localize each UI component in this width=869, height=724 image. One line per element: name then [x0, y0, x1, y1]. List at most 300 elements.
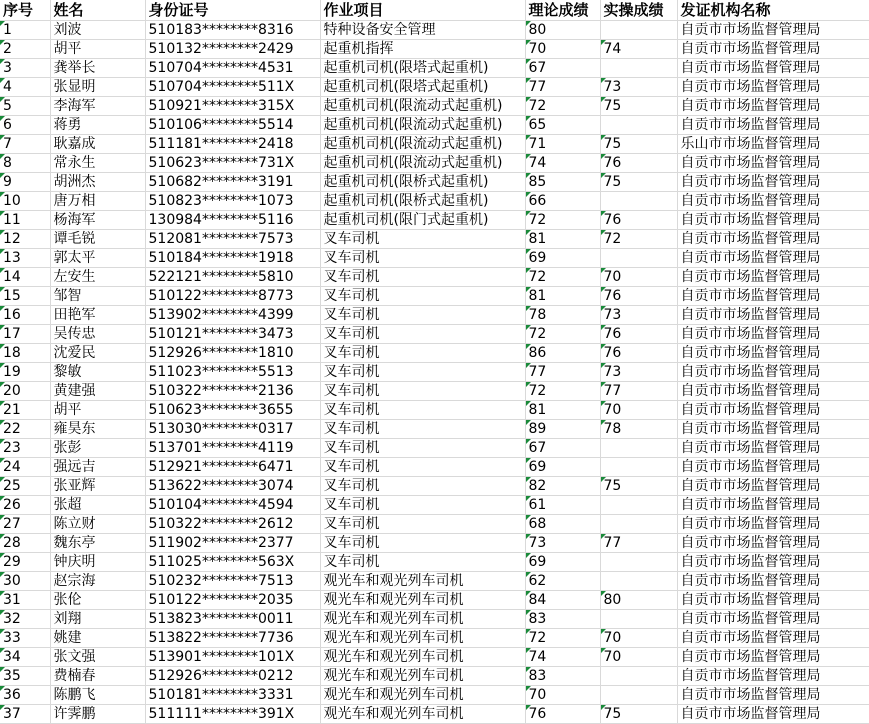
cell-theory[interactable]: 69 [525, 458, 600, 477]
cell-theory[interactable]: 83 [525, 610, 600, 629]
cell-theory[interactable]: 61 [525, 496, 600, 515]
cell-index[interactable]: 12 [0, 230, 50, 249]
cell-id[interactable]: 510184********1918 [145, 249, 320, 268]
table-row [0, 382, 869, 401]
cell-id[interactable]: 510122********8773 [145, 287, 320, 306]
cell-id[interactable]: 522121********5810 [145, 268, 320, 287]
header-cell-practice[interactable]: 实操成绩 [600, 0, 677, 21]
cell-project[interactable]: 叉车司机 [320, 363, 525, 382]
cell-project[interactable]: 起重机指挥 [320, 40, 525, 59]
cell-theory[interactable]: 62 [525, 572, 600, 591]
table-row [0, 629, 869, 648]
cell-issuer[interactable]: 自贡市市场监督管理局 [677, 116, 869, 135]
cell-name[interactable]: 张亚辉 [50, 477, 145, 496]
cell-theory[interactable]: 76 [525, 705, 600, 724]
table-row [0, 40, 869, 59]
cell-project[interactable]: 起重机司机(限流动式起重机) [320, 154, 525, 173]
cell-theory[interactable]: 67 [525, 439, 600, 458]
cell-practice[interactable]: 70 [600, 648, 677, 667]
cell-id[interactable]: 510704********511X [145, 78, 320, 97]
table-row [0, 344, 869, 363]
cell-name[interactable]: 赵宗海 [50, 572, 145, 591]
cell-issuer[interactable]: 自贡市市场监督管理局 [677, 382, 869, 401]
cell-name[interactable]: 陈鹏飞 [50, 686, 145, 705]
cell-index[interactable]: 16 [0, 306, 50, 325]
cell-id[interactable]: 510322********2136 [145, 382, 320, 401]
cell-issuer[interactable]: 自贡市市场监督管理局 [677, 591, 869, 610]
cell-name[interactable]: 左安生 [50, 268, 145, 287]
header-cell-theory[interactable]: 理论成绩 [525, 0, 600, 21]
cell-theory[interactable]: 89 [525, 420, 600, 439]
cell-project[interactable]: 叉车司机 [320, 230, 525, 249]
cell-id[interactable]: 510623********3655 [145, 401, 320, 420]
header-row [0, 0, 869, 21]
cell-name[interactable]: 钟庆明 [50, 553, 145, 572]
cell-index[interactable]: 36 [0, 686, 50, 705]
table-row [0, 363, 869, 382]
cell-id[interactable]: 510921********315X [145, 97, 320, 116]
cell-index[interactable]: 18 [0, 344, 50, 363]
cell-practice[interactable]: 80 [600, 591, 677, 610]
cell-theory[interactable]: 81 [525, 401, 600, 420]
cell-name[interactable]: 李海军 [50, 97, 145, 116]
cell-theory[interactable]: 70 [525, 686, 600, 705]
cell-practice[interactable] [600, 686, 677, 705]
cell-name[interactable]: 唐万相 [50, 192, 145, 211]
cell-index[interactable]: 17 [0, 325, 50, 344]
table-row [0, 97, 869, 116]
table-row [0, 268, 869, 287]
cell-id[interactable]: 130984********5116 [145, 211, 320, 230]
table-row [0, 610, 869, 629]
cell-practice[interactable]: 73 [600, 306, 677, 325]
cell-name[interactable]: 雍昊东 [50, 420, 145, 439]
cell-issuer[interactable]: 自贡市市场监督管理局 [677, 268, 869, 287]
cell-theory[interactable]: 77 [525, 78, 600, 97]
cell-project[interactable]: 起重机司机(限塔式起重机) [320, 59, 525, 78]
cell-index[interactable]: 6 [0, 116, 50, 135]
cell-project[interactable]: 叉车司机 [320, 458, 525, 477]
cell-index[interactable]: 11 [0, 211, 50, 230]
cell-project[interactable]: 特种设备安全管理 [320, 21, 525, 40]
table-row [0, 667, 869, 686]
cell-theory[interactable]: 72 [525, 325, 600, 344]
cell-id[interactable]: 513030********0317 [145, 420, 320, 439]
cell-theory[interactable]: 81 [525, 230, 600, 249]
cell-practice[interactable] [600, 439, 677, 458]
cell-project[interactable]: 起重机司机(限桥式起重机) [320, 192, 525, 211]
cell-id[interactable]: 511902********2377 [145, 534, 320, 553]
cell-theory[interactable]: 72 [525, 629, 600, 648]
cell-id[interactable]: 511111********391X [145, 705, 320, 724]
table-row [0, 648, 869, 667]
cell-practice[interactable] [600, 496, 677, 515]
cell-index[interactable]: 34 [0, 648, 50, 667]
cell-practice[interactable] [600, 553, 677, 572]
cell-id[interactable]: 513622********3074 [145, 477, 320, 496]
cell-practice[interactable] [600, 59, 677, 78]
cell-project[interactable]: 观光车和观光列车司机 [320, 629, 525, 648]
cell-id[interactable]: 510623********731X [145, 154, 320, 173]
cell-issuer[interactable]: 自贡市市场监督管理局 [677, 363, 869, 382]
cell-issuer[interactable]: 自贡市市场监督管理局 [677, 21, 869, 40]
cell-issuer[interactable]: 自贡市市场监督管理局 [677, 686, 869, 705]
cell-project[interactable]: 叉车司机 [320, 325, 525, 344]
cell-project[interactable]: 叉车司机 [320, 382, 525, 401]
cell-id[interactable]: 510104********4594 [145, 496, 320, 515]
cell-project[interactable]: 叉车司机 [320, 534, 525, 553]
cell-theory[interactable]: 74 [525, 648, 600, 667]
cell-theory[interactable]: 86 [525, 344, 600, 363]
cell-name[interactable]: 谭毛锐 [50, 230, 145, 249]
cell-theory[interactable]: 72 [525, 97, 600, 116]
cell-project[interactable]: 观光车和观光列车司机 [320, 705, 525, 724]
cell-name[interactable]: 刘翔 [50, 610, 145, 629]
cell-theory[interactable]: 72 [525, 211, 600, 230]
cell-issuer[interactable]: 自贡市市场监督管理局 [677, 306, 869, 325]
table-row [0, 705, 869, 724]
cell-project[interactable]: 起重机司机(限流动式起重机) [320, 135, 525, 154]
cell-practice[interactable]: 72 [600, 230, 677, 249]
cell-id[interactable]: 510682********3191 [145, 173, 320, 192]
table-row [0, 59, 869, 78]
table-row [0, 78, 869, 97]
cell-practice[interactable]: 76 [600, 211, 677, 230]
table-row [0, 515, 869, 534]
cell-id[interactable]: 513901********101X [145, 648, 320, 667]
cell-issuer[interactable]: 自贡市市场监督管理局 [677, 496, 869, 515]
header-cell-project[interactable]: 作业项目 [320, 0, 525, 21]
cell-issuer[interactable]: 自贡市市场监督管理局 [677, 230, 869, 249]
table-row [0, 21, 869, 40]
cell-name[interactable]: 胡洲杰 [50, 173, 145, 192]
cell-theory[interactable]: 66 [525, 192, 600, 211]
cell-project[interactable]: 起重机司机(限桥式起重机) [320, 173, 525, 192]
cell-id[interactable]: 510132********2429 [145, 40, 320, 59]
cell-index[interactable]: 35 [0, 667, 50, 686]
cell-issuer[interactable]: 自贡市市场监督管理局 [677, 420, 869, 439]
cell-index[interactable]: 8 [0, 154, 50, 173]
cell-issuer[interactable]: 自贡市市场监督管理局 [677, 40, 869, 59]
table-row [0, 477, 869, 496]
cell-name[interactable]: 强远吉 [50, 458, 145, 477]
cell-theory[interactable]: 74 [525, 154, 600, 173]
cell-project[interactable]: 叉车司机 [320, 306, 525, 325]
cell-practice[interactable]: 77 [600, 382, 677, 401]
cell-theory[interactable]: 78 [525, 306, 600, 325]
cell-project[interactable]: 叉车司机 [320, 268, 525, 287]
cell-practice[interactable] [600, 458, 677, 477]
cell-id[interactable]: 511025********563X [145, 553, 320, 572]
cell-index[interactable]: 28 [0, 534, 50, 553]
cell-theory[interactable]: 72 [525, 268, 600, 287]
cell-issuer[interactable]: 自贡市市场监督管理局 [677, 211, 869, 230]
cell-practice[interactable]: 75 [600, 97, 677, 116]
cell-issuer[interactable]: 自贡市市场监督管理局 [677, 173, 869, 192]
cell-issuer[interactable]: 自贡市市场监督管理局 [677, 667, 869, 686]
cell-practice[interactable]: 70 [600, 268, 677, 287]
cell-theory[interactable]: 67 [525, 59, 600, 78]
cell-name[interactable]: 魏东亭 [50, 534, 145, 553]
cell-name[interactable]: 张伦 [50, 591, 145, 610]
cell-index[interactable]: 22 [0, 420, 50, 439]
cell-name[interactable]: 龚举长 [50, 59, 145, 78]
cell-practice[interactable] [600, 610, 677, 629]
cell-index[interactable]: 23 [0, 439, 50, 458]
cell-index[interactable]: 5 [0, 97, 50, 116]
cell-name[interactable]: 张显明 [50, 78, 145, 97]
cell-issuer[interactable]: 自贡市市场监督管理局 [677, 344, 869, 363]
cell-project[interactable]: 叉车司机 [320, 287, 525, 306]
cell-name[interactable]: 姚建 [50, 629, 145, 648]
cell-project[interactable]: 起重机司机(限门式起重机) [320, 211, 525, 230]
cell-name[interactable]: 张超 [50, 496, 145, 515]
header-cell-issuer[interactable]: 发证机构名称 [677, 0, 869, 21]
cell-index[interactable]: 19 [0, 363, 50, 382]
cell-issuer[interactable]: 自贡市市场监督管理局 [677, 154, 869, 173]
header-cell-name[interactable]: 姓名 [50, 0, 145, 21]
cell-project[interactable]: 观光车和观光列车司机 [320, 648, 525, 667]
table-row [0, 553, 869, 572]
cell-theory[interactable]: 70 [525, 40, 600, 59]
cell-theory[interactable]: 83 [525, 667, 600, 686]
table-row [0, 249, 869, 268]
cell-practice[interactable]: 76 [600, 287, 677, 306]
header-cell-index[interactable]: 序号 [0, 0, 50, 21]
cell-name[interactable]: 胡平 [50, 401, 145, 420]
cell-project[interactable]: 叉车司机 [320, 401, 525, 420]
cell-project[interactable]: 叉车司机 [320, 439, 525, 458]
cell-theory[interactable]: 71 [525, 135, 600, 154]
cell-name[interactable]: 黎敏 [50, 363, 145, 382]
cell-id[interactable]: 510232********7513 [145, 572, 320, 591]
cell-issuer[interactable]: 自贡市市场监督管理局 [677, 629, 869, 648]
cell-project[interactable]: 叉车司机 [320, 249, 525, 268]
cell-practice[interactable] [600, 667, 677, 686]
cell-project[interactable]: 叉车司机 [320, 420, 525, 439]
cell-practice[interactable] [600, 249, 677, 268]
cell-index[interactable]: 20 [0, 382, 50, 401]
table-row [0, 230, 869, 249]
table-row [0, 458, 869, 477]
cell-practice[interactable]: 76 [600, 344, 677, 363]
cell-name[interactable]: 常永生 [50, 154, 145, 173]
cell-index[interactable]: 14 [0, 268, 50, 287]
cell-project[interactable]: 观光车和观光列车司机 [320, 667, 525, 686]
cell-practice[interactable]: 74 [600, 40, 677, 59]
cell-theory[interactable]: 69 [525, 249, 600, 268]
cell-index[interactable]: 25 [0, 477, 50, 496]
cell-practice[interactable]: 70 [600, 401, 677, 420]
cell-id[interactable]: 513822********7736 [145, 629, 320, 648]
cell-project[interactable]: 观光车和观光列车司机 [320, 610, 525, 629]
cell-index[interactable]: 24 [0, 458, 50, 477]
cell-id[interactable]: 510823********1073 [145, 192, 320, 211]
cell-project[interactable]: 起重机司机(限塔式起重机) [320, 78, 525, 97]
cell-theory[interactable]: 73 [525, 534, 600, 553]
cell-index[interactable]: 4 [0, 78, 50, 97]
cell-practice[interactable]: 77 [600, 534, 677, 553]
cell-index[interactable]: 29 [0, 553, 50, 572]
cell-name[interactable]: 蒋勇 [50, 116, 145, 135]
cell-index[interactable]: 33 [0, 629, 50, 648]
cell-theory[interactable]: 77 [525, 363, 600, 382]
cell-issuer[interactable]: 自贡市市场监督管理局 [677, 515, 869, 534]
cell-index[interactable]: 2 [0, 40, 50, 59]
cell-index[interactable]: 32 [0, 610, 50, 629]
cell-issuer[interactable]: 自贡市市场监督管理局 [677, 705, 869, 724]
table-row [0, 591, 869, 610]
table-row [0, 496, 869, 515]
table-row [0, 154, 869, 173]
cell-issuer[interactable]: 自贡市市场监督管理局 [677, 572, 869, 591]
cell-issuer[interactable]: 自贡市市场监督管理局 [677, 477, 869, 496]
cell-id[interactable]: 511181********2418 [145, 135, 320, 154]
header-cell-id[interactable]: 身份证号 [145, 0, 320, 21]
cell-index[interactable]: 3 [0, 59, 50, 78]
cell-id[interactable]: 511023********5513 [145, 363, 320, 382]
cell-id[interactable]: 510122********2035 [145, 591, 320, 610]
cell-project[interactable]: 叉车司机 [320, 344, 525, 363]
cell-issuer[interactable]: 自贡市市场监督管理局 [677, 78, 869, 97]
cell-theory[interactable]: 72 [525, 382, 600, 401]
table-row [0, 287, 869, 306]
cell-issuer[interactable]: 自贡市市场监督管理局 [677, 534, 869, 553]
cell-index[interactable]: 27 [0, 515, 50, 534]
table-row [0, 211, 869, 230]
cell-practice[interactable] [600, 116, 677, 135]
cell-id[interactable]: 513902********4399 [145, 306, 320, 325]
cell-name[interactable]: 许霁鹏 [50, 705, 145, 724]
cell-theory[interactable]: 68 [525, 515, 600, 534]
cell-name[interactable]: 沈爱民 [50, 344, 145, 363]
cell-practice[interactable]: 73 [600, 78, 677, 97]
cell-project[interactable]: 起重机司机(限流动式起重机) [320, 116, 525, 135]
cell-project[interactable]: 叉车司机 [320, 553, 525, 572]
cell-theory[interactable]: 84 [525, 591, 600, 610]
cell-index[interactable]: 30 [0, 572, 50, 591]
cell-id[interactable]: 512921********6471 [145, 458, 320, 477]
cell-id[interactable]: 512926********0212 [145, 667, 320, 686]
table-row [0, 325, 869, 344]
cell-name[interactable]: 胡平 [50, 40, 145, 59]
cell-project[interactable]: 起重机司机(限流动式起重机) [320, 97, 525, 116]
cell-practice[interactable]: 75 [600, 135, 677, 154]
cell-index[interactable]: 7 [0, 135, 50, 154]
cell-practice[interactable] [600, 515, 677, 534]
table-row [0, 401, 869, 420]
cell-issuer[interactable]: 自贡市市场监督管理局 [677, 648, 869, 667]
cell-name[interactable]: 耿嘉成 [50, 135, 145, 154]
cell-name[interactable]: 张文强 [50, 648, 145, 667]
cell-issuer[interactable]: 自贡市市场监督管理局 [677, 192, 869, 211]
cell-practice[interactable]: 76 [600, 154, 677, 173]
cell-issuer[interactable]: 自贡市市场监督管理局 [677, 439, 869, 458]
cell-index[interactable]: 1 [0, 21, 50, 40]
cell-theory[interactable]: 80 [525, 21, 600, 40]
cell-id[interactable]: 510121********3473 [145, 325, 320, 344]
cell-name[interactable]: 费楠春 [50, 667, 145, 686]
cell-name[interactable]: 刘波 [50, 21, 145, 40]
cell-issuer[interactable]: 自贡市市场监督管理局 [677, 610, 869, 629]
cell-id[interactable]: 510704********4531 [145, 59, 320, 78]
cell-project[interactable]: 叉车司机 [320, 496, 525, 515]
cell-practice[interactable]: 73 [600, 363, 677, 382]
cell-project[interactable]: 观光车和观光列车司机 [320, 686, 525, 705]
cell-id[interactable]: 510106********5514 [145, 116, 320, 135]
cell-issuer[interactable]: 自贡市市场监督管理局 [677, 553, 869, 572]
cell-index[interactable]: 31 [0, 591, 50, 610]
cell-id[interactable]: 513701********4119 [145, 439, 320, 458]
table-row [0, 420, 869, 439]
cell-issuer[interactable]: 自贡市市场监督管理局 [677, 325, 869, 344]
table-row [0, 173, 869, 192]
cell-theory[interactable]: 69 [525, 553, 600, 572]
cell-practice[interactable]: 75 [600, 477, 677, 496]
cell-theory[interactable]: 82 [525, 477, 600, 496]
cell-issuer[interactable]: 自贡市市场监督管理局 [677, 249, 869, 268]
cell-name[interactable]: 张彭 [50, 439, 145, 458]
cell-theory[interactable]: 65 [525, 116, 600, 135]
cell-name[interactable]: 杨海军 [50, 211, 145, 230]
cell-index[interactable]: 37 [0, 705, 50, 724]
cell-id[interactable]: 510183********8316 [145, 21, 320, 40]
cell-issuer[interactable]: 自贡市市场监督管理局 [677, 97, 869, 116]
cell-issuer[interactable]: 自贡市市场监督管理局 [677, 401, 869, 420]
cell-id[interactable]: 510181********3331 [145, 686, 320, 705]
table-row [0, 116, 869, 135]
cell-id[interactable]: 513823********0011 [145, 610, 320, 629]
cell-id[interactable]: 512926********1810 [145, 344, 320, 363]
table-row [0, 572, 869, 591]
cell-practice[interactable]: 70 [600, 629, 677, 648]
cell-issuer[interactable]: 自贡市市场监督管理局 [677, 287, 869, 306]
cell-index[interactable]: 26 [0, 496, 50, 515]
cell-index[interactable]: 21 [0, 401, 50, 420]
cell-project[interactable]: 观光车和观光列车司机 [320, 572, 525, 591]
cell-practice[interactable] [600, 21, 677, 40]
cell-id[interactable]: 512081********7573 [145, 230, 320, 249]
cell-practice[interactable]: 75 [600, 705, 677, 724]
cell-name[interactable]: 吴传忠 [50, 325, 145, 344]
cell-id[interactable]: 510322********2612 [145, 515, 320, 534]
cell-practice[interactable]: 75 [600, 173, 677, 192]
cell-theory[interactable]: 85 [525, 173, 600, 192]
cell-name[interactable]: 田艳军 [50, 306, 145, 325]
cell-theory[interactable]: 81 [525, 287, 600, 306]
cell-practice[interactable] [600, 192, 677, 211]
table-row [0, 135, 869, 154]
cell-project[interactable]: 叉车司机 [320, 515, 525, 534]
cell-name[interactable]: 郭太平 [50, 249, 145, 268]
cell-name[interactable]: 陈立财 [50, 515, 145, 534]
cell-practice[interactable]: 78 [600, 420, 677, 439]
cell-name[interactable]: 邹智 [50, 287, 145, 306]
cell-project[interactable]: 观光车和观光列车司机 [320, 591, 525, 610]
cell-practice[interactable]: 76 [600, 325, 677, 344]
cell-issuer[interactable]: 乐山市市场监督管理局 [677, 135, 869, 154]
table-row [0, 686, 869, 705]
cell-index[interactable]: 15 [0, 287, 50, 306]
cell-index[interactable]: 9 [0, 173, 50, 192]
cell-issuer[interactable]: 自贡市市场监督管理局 [677, 59, 869, 78]
cell-project[interactable]: 叉车司机 [320, 477, 525, 496]
cell-index[interactable]: 10 [0, 192, 50, 211]
cell-issuer[interactable]: 自贡市市场监督管理局 [677, 458, 869, 477]
cell-name[interactable]: 黄建强 [50, 382, 145, 401]
cell-index[interactable]: 13 [0, 249, 50, 268]
cell-practice[interactable] [600, 572, 677, 591]
